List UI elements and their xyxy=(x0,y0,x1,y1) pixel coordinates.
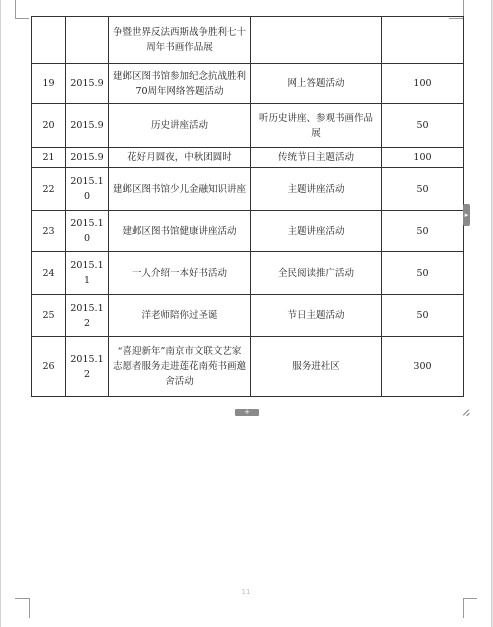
table-row[interactable] xyxy=(32,337,464,397)
cell-name[interactable]: 洋老师陪你过圣诞 xyxy=(109,295,251,337)
cell-date[interactable]: 2015.10 xyxy=(66,211,109,252)
table-row[interactable] xyxy=(32,104,464,148)
cell-count[interactable]: 100 xyxy=(382,64,464,104)
table-row[interactable] xyxy=(32,64,464,104)
cell-count[interactable]: 50 xyxy=(382,252,464,295)
cell-date[interactable]: 2015.10 xyxy=(66,168,109,211)
cell-date[interactable]: 2015.12 xyxy=(66,337,109,397)
table-row[interactable] xyxy=(32,211,464,252)
cell-no[interactable]: 22 xyxy=(32,168,66,211)
table-row[interactable] xyxy=(32,168,464,211)
cell-type[interactable]: 服务进社区 xyxy=(251,337,382,397)
cell-name[interactable]: 建邺区图书馆少儿金融知识讲座 xyxy=(109,168,251,211)
cell-count[interactable]: 100 xyxy=(382,148,464,168)
cell-date[interactable]: 2015.9 xyxy=(66,104,109,148)
cell-type[interactable]: 全民阅读推广活动 xyxy=(251,252,382,295)
cell-name[interactable]: 历史讲座活动 xyxy=(109,104,251,148)
crop-mark-bottom-right xyxy=(463,598,477,599)
cell-type[interactable] xyxy=(251,17,382,64)
cell-name[interactable]: “喜迎新年”南京市文联文艺家志愿者服务走进莲花南苑书画邀舍活动 xyxy=(109,337,251,397)
cell-no[interactable] xyxy=(32,17,66,64)
cell-count[interactable]: 300 xyxy=(382,337,464,397)
cell-name[interactable]: 建邺区图书馆健康讲座活动 xyxy=(109,211,251,252)
cell-type[interactable]: 主题讲座活动 xyxy=(251,168,382,211)
cell-date[interactable]: 2015.12 xyxy=(66,295,109,337)
table-row[interactable] xyxy=(32,148,464,168)
column-resize-handle[interactable]: ▸ xyxy=(463,204,470,226)
cell-no[interactable]: 25 xyxy=(32,295,66,337)
cell-name[interactable]: 争暨世界反法西斯战争胜利七十周年书画作品展 xyxy=(109,17,251,64)
cell-name[interactable]: 花好月圆夜，中秋团圆时 xyxy=(109,148,251,168)
crop-mark-bottom-left xyxy=(15,598,29,599)
table-row[interactable] xyxy=(32,17,464,64)
cell-date[interactable] xyxy=(66,17,109,64)
cell-no[interactable]: 21 xyxy=(32,148,66,168)
cell-no[interactable]: 20 xyxy=(32,104,66,148)
cell-no[interactable]: 19 xyxy=(32,64,66,104)
cell-count[interactable]: 50 xyxy=(382,295,464,337)
cell-date[interactable]: 2015.9 xyxy=(66,148,109,168)
add-row-button[interactable]: + xyxy=(235,409,259,416)
cell-no[interactable]: 24 xyxy=(32,252,66,295)
cell-date[interactable]: 2015.9 xyxy=(66,64,109,104)
cell-name[interactable]: 建邺区图书馆参加纪念抗战胜利70周年网络答题活动 xyxy=(109,64,251,104)
cell-name[interactable]: 一人介绍一本好书活动 xyxy=(109,252,251,295)
crop-mark-top-left-h xyxy=(15,18,29,19)
cell-no[interactable]: 23 xyxy=(32,211,66,252)
cell-type[interactable]: 节日主题活动 xyxy=(251,295,382,337)
document-page xyxy=(1,0,491,627)
cell-type[interactable]: 听历史讲座、参观书画作品展 xyxy=(251,104,382,148)
cell-date[interactable]: 2015.11 xyxy=(66,252,109,295)
cell-count[interactable]: 50 xyxy=(382,168,464,211)
cell-type[interactable]: 主题讲座活动 xyxy=(251,211,382,252)
page-number: 11 xyxy=(241,588,251,596)
cell-count[interactable]: 50 xyxy=(382,211,464,252)
crop-mark-bottom-right-v xyxy=(463,598,464,618)
cell-type[interactable]: 网上答题活动 xyxy=(251,64,382,104)
crop-mark-bottom-left-v xyxy=(29,598,30,618)
table-row[interactable] xyxy=(32,295,464,337)
crop-mark-top-left xyxy=(15,0,16,18)
cell-type[interactable]: 传统节日主题活动 xyxy=(251,148,382,168)
table-resize-handle[interactable] xyxy=(462,408,470,416)
cell-no[interactable]: 26 xyxy=(32,337,66,397)
activity-table[interactable] xyxy=(31,16,464,397)
table-row[interactable] xyxy=(32,252,464,295)
cell-count[interactable] xyxy=(382,17,464,64)
cell-count[interactable]: 50 xyxy=(382,104,464,148)
